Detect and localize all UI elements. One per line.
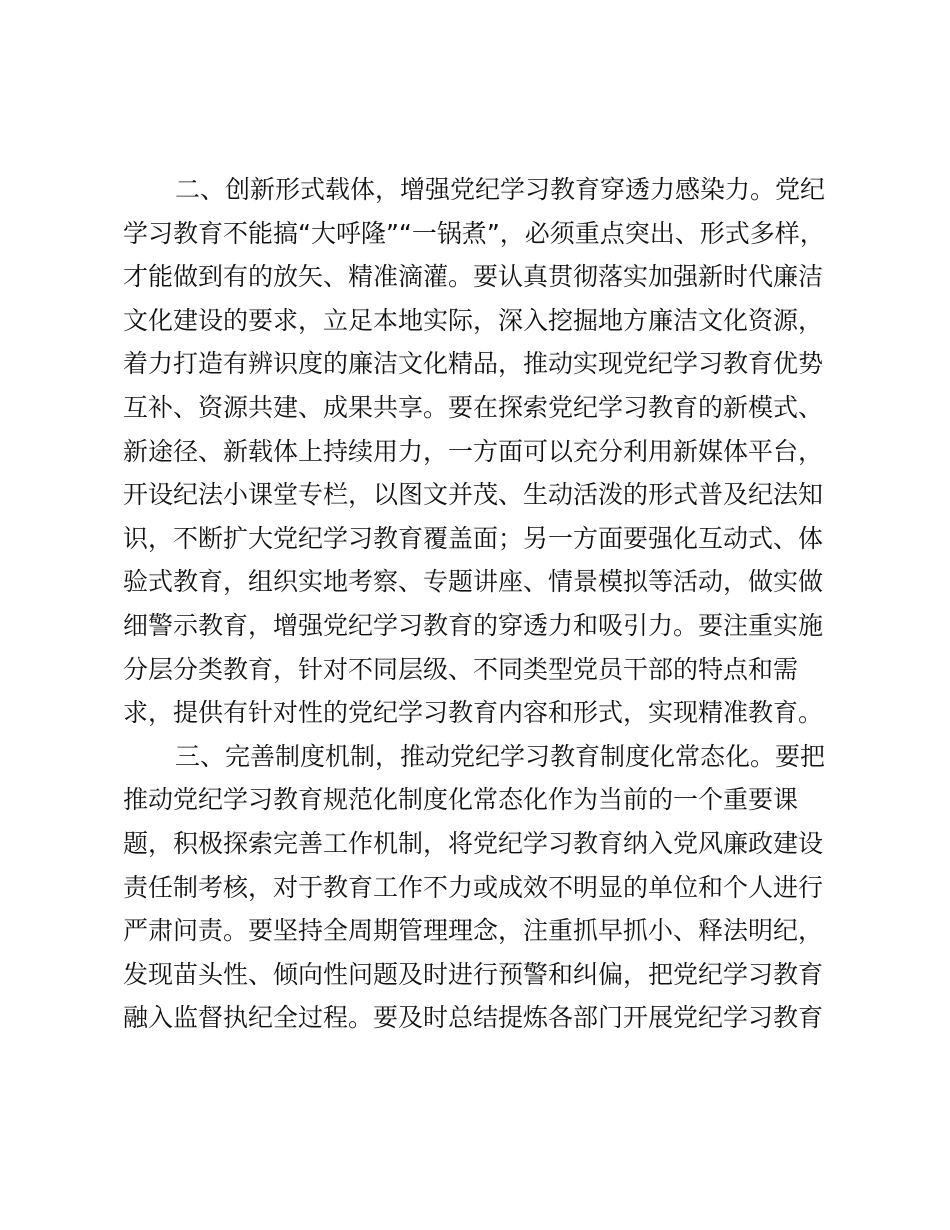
document-body: [123, 168, 843, 1040]
paragraph-3-line-1: 三、完善制度机制，推动党纪学习教育制度化常态化。要把: [175, 741, 826, 771]
paragraph-2-line-13: 求，提供有针对性的党纪学习教育内容和形式，实现精准教育。: [123, 698, 824, 728]
paragraph-3-line-5: 严肃问责。要坚持全周期管理理念，注重抓早抓小、释法明纪，: [123, 916, 824, 946]
paragraph-2-line-7: 新途径、新载体上持续用力，一方面可以充分利用新媒体平台，: [123, 436, 824, 466]
paragraph-3-line-6: 发现苗头性、倾向性问题及时进行预警和纠偏，把党纪学习教育: [123, 959, 824, 989]
paragraph-2-line-11: 细警示教育，增强党纪学习教育的穿透力和吸引力。要注重实施: [123, 610, 824, 640]
paragraph-2-line-5: 着力打造有辨识度的廉洁文化精品，推动实现党纪学习教育优势: [123, 349, 824, 379]
paragraph-2-line-1: 二、创新形式载体，增强党纪学习教育穿透力感染力。党纪: [175, 175, 826, 204]
paragraph-3-line-3: 题，积极探索完善工作机制，将党纪学习教育纳入党风廉政建设: [123, 828, 824, 858]
paragraph-2-line-3: 才能做到有的放矢、精准滴灌。要认真贯彻落实加强新时代廉洁: [123, 262, 824, 292]
paragraph-3-line-4: 责任制考核，对于教育工作不力或成效不明显的单位和个人进行: [123, 872, 824, 902]
paragraph-2-line-8: 开设纪法小课堂专栏，以图文并茂、生动活泼的形式普及纪法知: [123, 480, 824, 510]
paragraph-2-line-6: 互补、资源共建、成果共享。要在探索党纪学习教育的新模式、: [123, 392, 824, 422]
paragraph-3-line-7: 融入监督执纪全过程。要及时总结提炼各部门开展党纪学习教育: [123, 1003, 824, 1033]
paragraph-2-line-10: 验式教育，组织实地考察、专题讲座、情景模拟等活动，做实做: [123, 567, 824, 597]
paragraph-2-line-12: 分层分类教育，针对不同层级、不同类型党员干部的特点和需: [123, 654, 799, 684]
paragraph-3-line-2: 推动党纪学习教育规范化制度化常态化作为当前的一个重要课: [123, 785, 799, 815]
paragraph-2-line-4: 文化建设的要求，立足本地实际，深入挖掘地方廉洁文化资源，: [123, 305, 824, 335]
paragraph-2-line-2: 学习教育不能搞“大呼隆”“一锅煮”，必须重点突出、形式多样，: [123, 218, 825, 248]
paragraph-2-line-9: 识，不断扩大党纪学习教育覆盖面；另一方面要强化互动式、体: [123, 523, 824, 553]
